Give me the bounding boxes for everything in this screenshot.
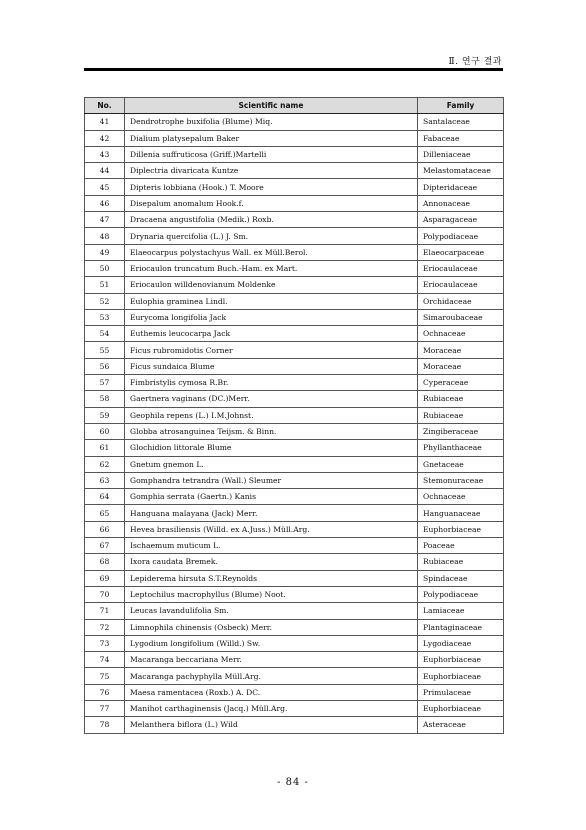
table-row: [85, 586, 504, 602]
table-row: [85, 717, 504, 733]
cell-scientific-name: Gaertnera vaginans (DC.)Merr.: [125, 391, 418, 407]
cell-family: Simaroubaceae: [418, 309, 504, 325]
cell-scientific-name: Lygodium longifolium (Willd.) Sw.: [125, 635, 418, 651]
table-row: [85, 700, 504, 716]
cell-scientific-name: Maesa ramentacea (Roxb.) A. DC.: [125, 684, 418, 700]
cell-family: Moraceae: [418, 358, 504, 374]
cell-scientific-name: Dendrotrophe buxifolia (Blume) Miq.: [125, 114, 418, 130]
species-table: [84, 97, 504, 734]
cell-no: 76: [85, 684, 125, 700]
table-row: [85, 505, 504, 521]
cell-family: Euphorbiaceae: [418, 521, 504, 537]
cell-family: Spindaceae: [418, 570, 504, 586]
cell-family: Rubiaceae: [418, 554, 504, 570]
cell-no: 47: [85, 212, 125, 228]
table-row: [85, 603, 504, 619]
table-row: [85, 130, 504, 146]
page-number: - 84 -: [277, 777, 309, 788]
cell-no: 68: [85, 554, 125, 570]
table-row: [85, 554, 504, 570]
table-row: [85, 472, 504, 488]
cell-scientific-name: Gnetum gnemon L.: [125, 456, 418, 472]
cell-no: 74: [85, 652, 125, 668]
cell-scientific-name: Dialium platysepalum Baker: [125, 130, 418, 146]
cell-no: 67: [85, 538, 125, 554]
table-row: [85, 375, 504, 391]
cell-no: 75: [85, 668, 125, 684]
cell-family: Gnetaceae: [418, 456, 504, 472]
table-row: [85, 228, 504, 244]
cell-scientific-name: Ixora caudata Bremek.: [125, 554, 418, 570]
cell-scientific-name: Manihot carthaginensis (Jacq.) Müll.Arg.: [125, 700, 418, 716]
cell-family: Dilleniaceae: [418, 146, 504, 162]
cell-family: Euphorbiaceae: [418, 700, 504, 716]
cell-scientific-name: Dipteris lobbiana (Hook.) T. Moore: [125, 179, 418, 195]
cell-no: 69: [85, 570, 125, 586]
cell-scientific-name: Macaranga beccariana Merr.: [125, 652, 418, 668]
cell-family: Elaeocarpaceae: [418, 244, 504, 260]
table-row: [85, 277, 504, 293]
cell-family: Polypodiaceae: [418, 228, 504, 244]
cell-family: Orchidaceae: [418, 293, 504, 309]
cell-family: Phyllanthaceae: [418, 440, 504, 456]
table-header-row: [85, 98, 504, 114]
table-row: [85, 391, 504, 407]
cell-no: 50: [85, 260, 125, 276]
cell-no: 62: [85, 456, 125, 472]
cell-no: 56: [85, 358, 125, 374]
column-header-family: Family: [418, 98, 504, 114]
table-row: [85, 309, 504, 325]
table-row: [85, 358, 504, 374]
table-row: [85, 684, 504, 700]
cell-family: Fabaceae: [418, 130, 504, 146]
column-header-no: No.: [85, 98, 125, 114]
cell-no: 73: [85, 635, 125, 651]
cell-no: 71: [85, 603, 125, 619]
cell-scientific-name: Lepiderema hirsuta S.T.Reynolds: [125, 570, 418, 586]
cell-scientific-name: Drynaria quercifolia (L.) J. Sm.: [125, 228, 418, 244]
cell-scientific-name: Diplectria divaricata Kuntze: [125, 163, 418, 179]
cell-family: Euphorbiaceae: [418, 668, 504, 684]
table-row: [85, 342, 504, 358]
cell-no: 61: [85, 440, 125, 456]
cell-family: Annonaceae: [418, 195, 504, 211]
cell-no: 77: [85, 700, 125, 716]
cell-no: 65: [85, 505, 125, 521]
cell-family: Asteraceae: [418, 717, 504, 733]
cell-family: Rubiaceae: [418, 407, 504, 423]
cell-scientific-name: Leucas lavandulifolia Sm.: [125, 603, 418, 619]
cell-family: Rubiaceae: [418, 391, 504, 407]
cell-family: Ochnaceae: [418, 489, 504, 505]
cell-family: Cyperaceae: [418, 375, 504, 391]
cell-family: Asparagaceae: [418, 212, 504, 228]
running-header: Ⅱ. 연구 결과: [448, 57, 502, 67]
table-row: [85, 570, 504, 586]
cell-family: Eriocaulaceae: [418, 277, 504, 293]
cell-family: Plantaginaceae: [418, 619, 504, 635]
table-row: [85, 146, 504, 162]
cell-scientific-name: Leptochilus macrophyllus (Blume) Noot.: [125, 586, 418, 602]
cell-no: 51: [85, 277, 125, 293]
cell-family: Polypodiaceae: [418, 586, 504, 602]
table-row: [85, 114, 504, 130]
cell-family: Hanguanaceae: [418, 505, 504, 521]
cell-family: Ochnaceae: [418, 326, 504, 342]
cell-scientific-name: Ficus sundaica Blume: [125, 358, 418, 374]
cell-family: Dipteridaceae: [418, 179, 504, 195]
table-body: [85, 114, 504, 733]
cell-scientific-name: Disepalum anomalum Hook.f.: [125, 195, 418, 211]
cell-family: Zingiberaceae: [418, 423, 504, 439]
table-header: [85, 98, 504, 114]
cell-scientific-name: Dracaena angustifolia (Medik.) Roxb.: [125, 212, 418, 228]
table-row: [85, 668, 504, 684]
cell-family: Stemonuraceae: [418, 472, 504, 488]
cell-scientific-name: Gomphandra tetrandra (Wall.) Sleumer: [125, 472, 418, 488]
table-row: [85, 195, 504, 211]
cell-scientific-name: Limnophila chinensis (Osbeck) Merr.: [125, 619, 418, 635]
cell-no: 55: [85, 342, 125, 358]
cell-no: 72: [85, 619, 125, 635]
cell-scientific-name: Fimbristylis cymosa R.Br.: [125, 375, 418, 391]
cell-no: 59: [85, 407, 125, 423]
cell-scientific-name: Eulophia graminea Lindl.: [125, 293, 418, 309]
column-header-scientific-name: Scientific name: [125, 98, 418, 114]
table-row: [85, 489, 504, 505]
table-row: [85, 407, 504, 423]
cell-no: 54: [85, 326, 125, 342]
table-row: [85, 293, 504, 309]
cell-family: Poaceae: [418, 538, 504, 554]
cell-scientific-name: Eriocaulon truncatum Buch.-Ham. ex Mart.: [125, 260, 418, 276]
cell-no: 49: [85, 244, 125, 260]
table-row: [85, 619, 504, 635]
table-row: [85, 244, 504, 260]
cell-scientific-name: Eriocaulon willdenovianum Moldenke: [125, 277, 418, 293]
cell-scientific-name: Globba atrosanguinea Teijsm. & Binn.: [125, 423, 418, 439]
table-row: [85, 326, 504, 342]
table-row: [85, 652, 504, 668]
table-row: [85, 440, 504, 456]
cell-family: Lamiaceae: [418, 603, 504, 619]
cell-no: 53: [85, 309, 125, 325]
table-row: [85, 635, 504, 651]
cell-no: 46: [85, 195, 125, 211]
cell-family: Santalaceae: [418, 114, 504, 130]
cell-scientific-name: Glochidion littorale Blume: [125, 440, 418, 456]
cell-family: Primulaceae: [418, 684, 504, 700]
cell-scientific-name: Ischaemum muticum L.: [125, 538, 418, 554]
table-row: [85, 538, 504, 554]
cell-scientific-name: Gomphia serrata (Gaertn.) Kanis: [125, 489, 418, 505]
cell-no: 52: [85, 293, 125, 309]
cell-no: 66: [85, 521, 125, 537]
cell-no: 48: [85, 228, 125, 244]
cell-scientific-name: Elaeocarpus polystachyus Wall. ex Müll.Berol.: [125, 244, 418, 260]
cell-scientific-name: Dillenia suffruticosa (Griff.)Martelli: [125, 146, 418, 162]
table-row: [85, 456, 504, 472]
cell-no: 44: [85, 163, 125, 179]
cell-no: 57: [85, 375, 125, 391]
cell-scientific-name: Macaranga pachyphylla Müll.Arg.: [125, 668, 418, 684]
cell-no: 43: [85, 146, 125, 162]
cell-no: 41: [85, 114, 125, 130]
cell-family: Moraceae: [418, 342, 504, 358]
cell-scientific-name: Eurycoma longifolia Jack: [125, 309, 418, 325]
table-row: [85, 212, 504, 228]
table-row: [85, 521, 504, 537]
cell-no: 63: [85, 472, 125, 488]
cell-family: Melastomataceae: [418, 163, 504, 179]
cell-family: Lygodiaceae: [418, 635, 504, 651]
cell-no: 45: [85, 179, 125, 195]
cell-no: 60: [85, 423, 125, 439]
table-row: [85, 163, 504, 179]
cell-scientific-name: Melanthera biflora (L.) Wild: [125, 717, 418, 733]
cell-no: 42: [85, 130, 125, 146]
table-row: [85, 423, 504, 439]
cell-no: 70: [85, 586, 125, 602]
cell-scientific-name: Euthemis leucocarpa Jack: [125, 326, 418, 342]
cell-no: 58: [85, 391, 125, 407]
cell-scientific-name: Ficus rubromidotis Corner: [125, 342, 418, 358]
cell-scientific-name: Hanguana malayana (Jack) Merr.: [125, 505, 418, 521]
table-row: [85, 179, 504, 195]
cell-scientific-name: Hevea brasiliensis (Willd. ex A.Juss.) Müll.Arg.: [125, 521, 418, 537]
cell-no: 78: [85, 717, 125, 733]
cell-family: Euphorbiaceae: [418, 652, 504, 668]
cell-scientific-name: Geophila repens (L.) I.M.Johnst.: [125, 407, 418, 423]
cell-no: 64: [85, 489, 125, 505]
header-rule: [84, 68, 503, 71]
table-row: [85, 260, 504, 276]
cell-family: Eriocaulaceae: [418, 260, 504, 276]
